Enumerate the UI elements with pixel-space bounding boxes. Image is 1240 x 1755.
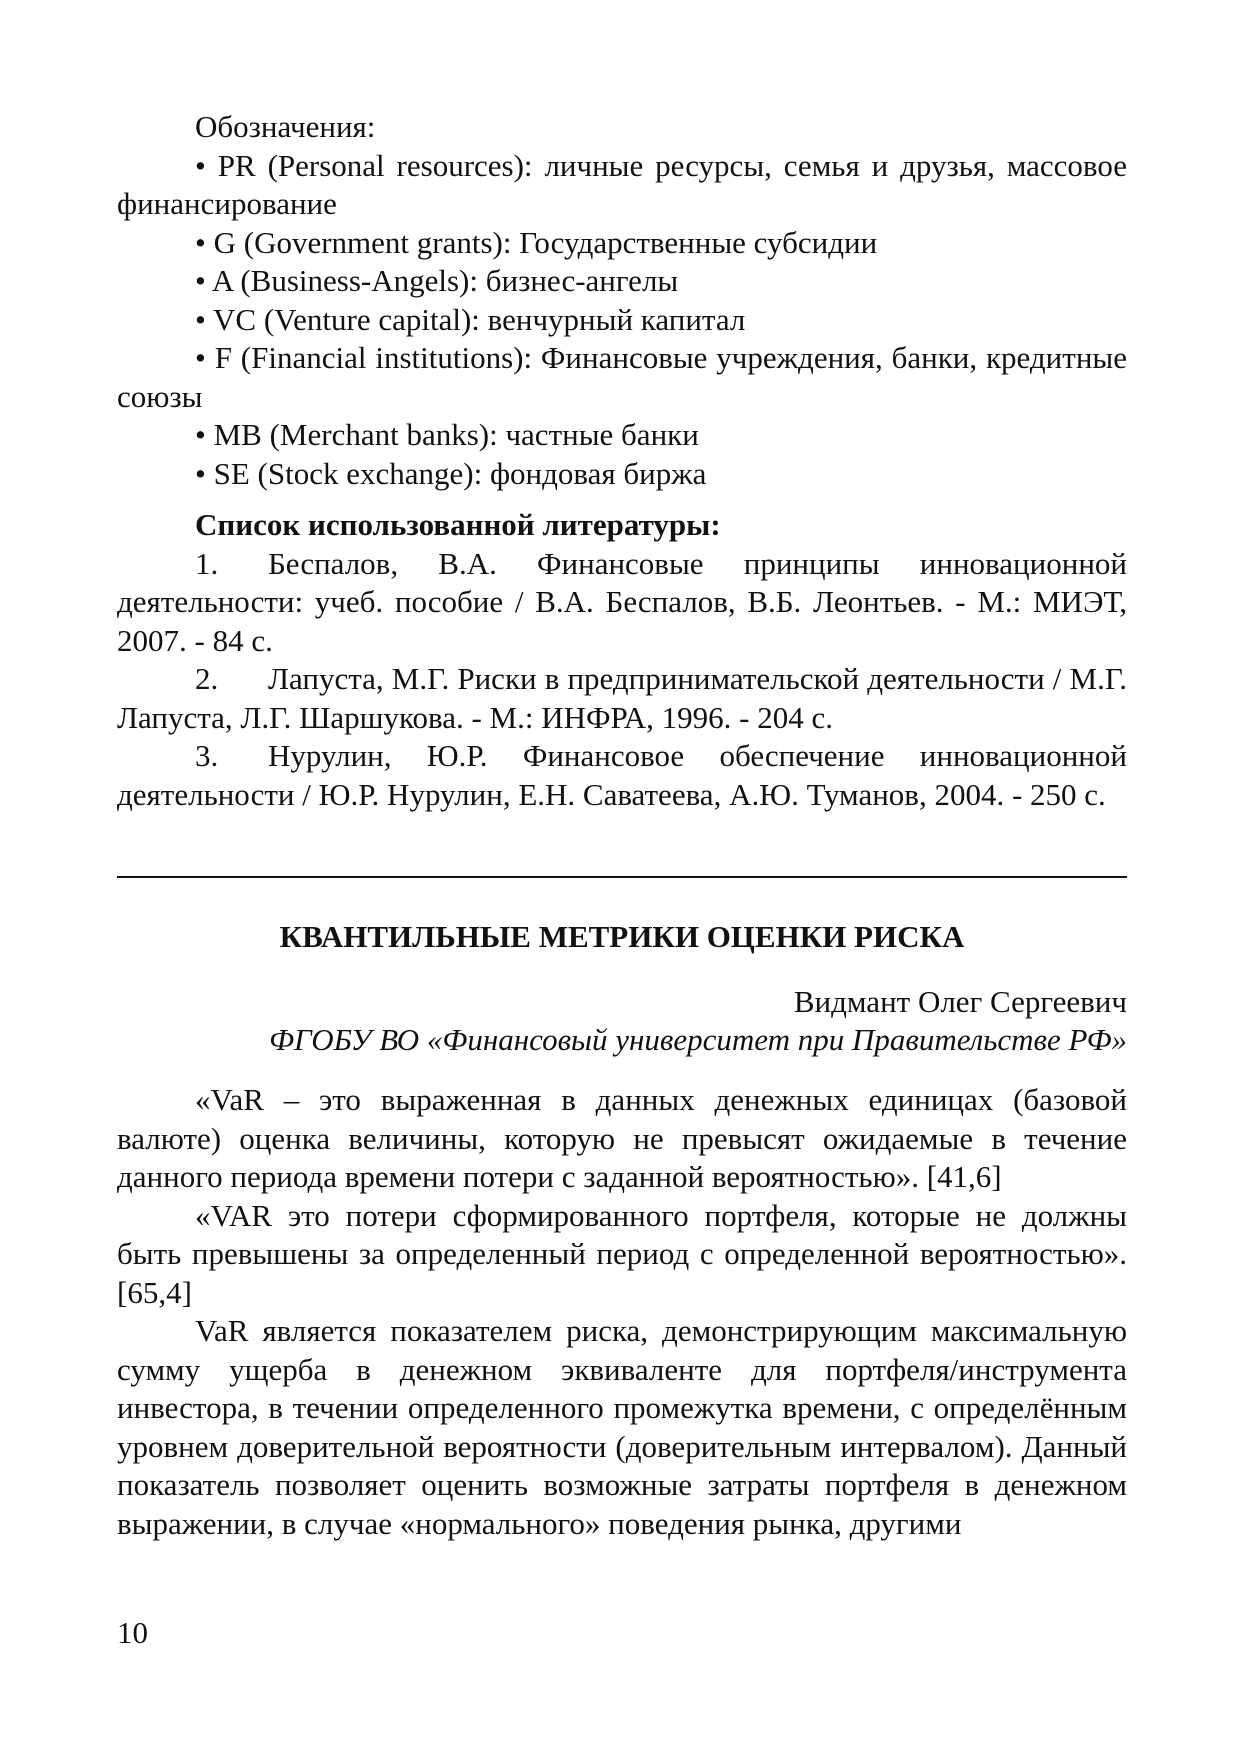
reference-text: Лапуста, М.Г. Риски в предпринимательской деятельности / М.Г. Лапуста, Л.Г. Шаршукова. - М.: ИНФРА, 1996. - 204 с.	[117, 661, 1127, 735]
notation-item-g: • G (Government grants): Государственные субсидии	[195, 224, 878, 260]
reference-number: 2.	[195, 661, 219, 696]
article-title: КВАНТИЛЬНЫЕ МЕТРИКИ ОЦЕНКИ РИСКА	[279, 919, 965, 954]
notations-title: Обозначения:	[195, 109, 376, 144]
reference-item	[117, 737, 1127, 814]
page-number: 10	[117, 1615, 148, 1650]
page-body-top	[117, 108, 1127, 814]
article-paragraph: «VAR это потери сформированного портфеля, которые не должны быть превышены за определенный период с определенной вероятностью». [65,4]	[117, 1197, 1127, 1310]
notation-item-a: • A (Business-Angels): бизнес-ангелы	[195, 263, 679, 298]
reference-number: 3.	[195, 738, 219, 773]
article-paragraph: VaR является показателем риска, демонстрирующим максимальную сумму ущерба в денежном эквиваленте для портфеля/инструмента инвестора, в течении определенного промежутка времени, с определённым уровнем доверительной вероятности (доверительным интервалом). Данный показатель позволяет оценить возможные затраты портфеля в денежном выражении, в случае «нормального» поведения рынка, другими	[117, 1313, 1127, 1541]
reference-item	[117, 545, 1127, 661]
notation-item-vc: • VC (Venture capital): венчурный капитал	[195, 301, 746, 337]
section-divider	[117, 876, 1127, 878]
spacer	[117, 493, 1127, 506]
article-affiliation: ФГОБУ ВО «Финансовый университет при Правительстве РФ»	[269, 1022, 1127, 1057]
references-heading: Список использованной литературы:	[195, 507, 721, 542]
notation-item-mb: • MB (Merchant banks): частные банки	[195, 417, 699, 452]
reference-item	[117, 660, 1127, 737]
notation-item-f: • F (Financial institutions): Финансовые учреждения, банки, кредитные союзы	[117, 340, 1127, 414]
reference-text: Нурулин, Ю.Р. Финансовое обеспечение инновационной деятельности / Ю.Р. Нурулин, Е.Н. Саватеева, А.Ю. Туманов, 2004. - 250 с.	[117, 738, 1127, 812]
article-body	[117, 1081, 1127, 1543]
article-author: Видмант Олег Сергеевич	[793, 984, 1127, 1019]
reference-number: 1.	[195, 545, 219, 581]
reference-text: Беспалов, В.А. Финансовые принципы инновационной деятельности: учеб. пособие / В.А. Беспалов, В.Б. Леонтьев. - М.: МИЭТ, 2007. - 84 с.	[117, 545, 1127, 658]
notation-item-pr: • PR (Personal resources): личные ресурсы, семья и друзья, массовое финансирование	[117, 147, 1127, 221]
article-paragraph: «VaR – это выраженная в данных денежных единицах (базовой валюте) оценка величины, которую не превысят ожидаемые в течение данного периода времени потери с заданной вероятностью». [41,6]	[117, 1082, 1127, 1194]
notation-item-se: • SE (Stock exchange): фондовая биржа	[195, 455, 707, 491]
